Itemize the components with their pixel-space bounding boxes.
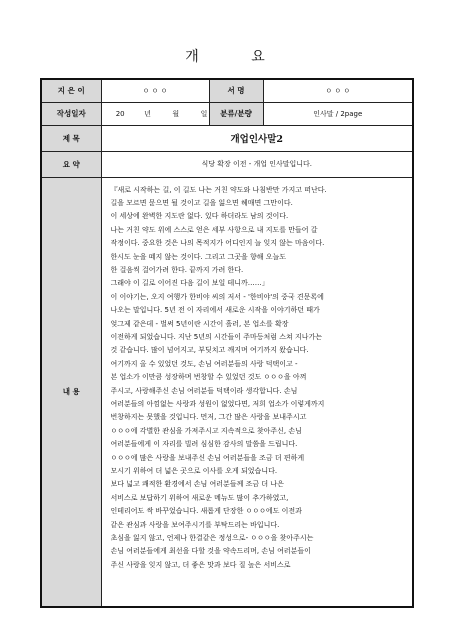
body-line: 작정이다. 중요한 것은 나의 목적지가 어디인지 늘 잊지 않는 마음이다. [110,239,325,248]
body-line: 엊그제 같은데 - 벌써 5년이란 시간이 흘러, 본 업소를 확장 [110,319,289,328]
subject-value: 개업인사말2 [101,125,413,151]
body-line: 주시고, 사랑해주신 손님 여러분들 덕택이라 생각합니다. 손님 [110,386,298,395]
body-line: 서비스로 보답하기 위하여 새로운 메뉴도 많이 추가하였고, [110,493,289,502]
body-line: 이 이야기는, 오지 여행가 한비야 씨의 저서 - '한비야'의 중국 견문록에 [110,292,324,301]
body-line: 것 같습니다. 많이 넘어지고, 부딪치고 깨지며 여기까지 왔습니다. [110,346,309,355]
body-line: 이전하게 되었습니다. 지난 5년의 시간들이 주마등처럼 스쳐 지나가는 [110,332,323,341]
page-title: 개 요 [185,49,289,65]
body-line: 그래야 이 길로 이어진 다음 길이 보일 테니까……」 [110,279,269,288]
body-line: 같은 관심과 사랑을 보여주시기를 부탁드리는 바입니다. [110,520,280,529]
body-line: 손님 여러분들에게 최선을 다할 것을 약속드리며, 손님 여러분들이 [110,547,311,556]
date-year-unit: 년 [144,109,151,118]
body-line: ㅇㅇㅇ에 많은 사랑을 보내주신 손님 여러분들을 조금 더 편하게 [110,453,305,462]
document-summary-table [40,78,414,608]
body-line: 여기까지 올 수 있었던 것도, 손님 여러분들의 사랑 덕택이고 - [110,359,298,368]
summary-label: 요 약 [41,151,101,177]
author-value: ㅇ ㅇ ㅇ [101,79,209,102]
body-line: 여러분들에게 이 자리를 빌려 심심한 감사의 말씀을 드립니다. [110,440,298,449]
body-line: 본 업소가 이만큼 성장하며 번창할 수 있었던 것도 ㅇㅇㅇ을 아껴 [110,373,307,382]
body-line: 『새로 시작하는 길, 이 길도 나는 거친 약도와 나침반만 가지고 떠난다. [110,185,327,194]
subject-label: 제 목 [41,125,101,151]
body-line: 보다 넓고 쾌적한 환경에서 손님 여러분들께 조금 더 나은 [110,480,284,489]
category-value: 인사말 / 2page [263,102,413,125]
body-line: 주신 사랑을 잊지 않고, 더 좋은 맛과 보다 질 높은 서비스로 [110,560,291,569]
body-line: 번창하지는 못했을 것입니다. 먼저, 그간 많은 사랑을 보내주시고 [110,413,307,422]
body-line: 한 걸음씩 걸어가려 한다. 끝까지 가려 한다. [110,265,244,274]
body-line: 길을 모르면 묻으면 될 것이고 길을 잃으면 헤매면 그만이다. [110,198,293,207]
body-line: 한시도 눈을 떼지 않는 것이다. 그리고 그곳을 향해 오늘도 [110,252,287,261]
body-line: 나는 거친 약도 위에 스스로 얻은 세부 사항으로 내 지도를 만들어 갈 [110,225,318,234]
author-label: 지 은 이 [41,79,101,102]
body-text [111,184,407,573]
body-line: 이 세상에 완벽한 지도란 없다. 있다 하더라도 남의 것이다. [110,212,289,221]
date-value [101,102,209,125]
summary-value: 식당 확장 이전 - 개업 인사말입니다. [101,151,413,177]
body-label: 내 용 [41,177,101,607]
date-day-unit: 일 [200,109,208,118]
body-line: 나오는 말입니다. 5년 전 이 자리에서 새로운 시작을 이야기하던 때가 [110,306,320,315]
body-line: 모시기 위하여 더 넓은 곳으로 이사를 오게 되었습니다. [110,467,278,476]
category-label: 분류/분량 [209,102,263,125]
date-month-unit: 월 [172,109,180,118]
body-content [101,177,413,607]
date-label: 작성일자 [41,102,101,125]
body-line: 여러분들의 아낌없는 사랑과 성원이 없었다면, 저희 업소가 이렇게까지 [110,400,325,408]
body-line: ㅇㅇㅇ에 각별한 관심을 가져주시고 지속적으로 찾아주신, 손님 [110,426,302,435]
approver-value: ㅇ ㅇ ㅇ [263,79,413,102]
body-line: 인테리어도 싹 바꾸었습니다. 새롭게 단장한 ㅇㅇㅇ에도 이전과 [110,507,302,516]
date-year: 20 [115,109,125,118]
approver-label: 서 명 [209,79,263,102]
body-line: 초심을 잃지 않고, 언제나 한결같은 정성으로- ㅇㅇㅇ을 찾아주시는 [110,534,314,543]
